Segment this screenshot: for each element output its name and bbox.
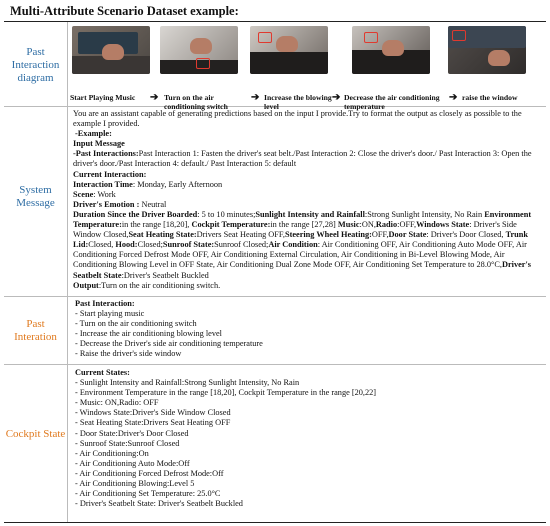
hand-pressing-ac-button-photo — [160, 26, 238, 74]
cockpit-heading: Current States: — [75, 368, 130, 377]
system-message-content — [73, 109, 544, 291]
past-item: - Decrease the Driver's side air conditioning temperature — [75, 339, 263, 349]
cockpit-item: - Air Conditioning Set Temperature: 25.0°C — [75, 489, 221, 499]
hand-raising-window-photo — [448, 26, 526, 74]
cockpit-item: - Environment Temperature in the range [18,20], Cockpit Temperature in the range [20,22] — [75, 388, 377, 398]
cockpit-item: - Windows State:Driver's Side Window Closed — [75, 408, 231, 418]
cockpit-state-content — [75, 368, 544, 509]
hand-on-touchscreen-photo — [72, 26, 150, 74]
arrow-2: ➔ — [251, 92, 260, 103]
document-title: Multi-Attribute Scenario Dataset example: — [10, 4, 239, 18]
step-3-label: Increase the blowing level — [264, 93, 332, 111]
past-interactions-line: -Past Interactions:Past Interaction 1: Fasten the driver's seat belt./Past Interaction 2: Close the driver's door./ Past Interaction 3: Open the driver's door./Past Interaction 4: default./ Past Interaction 5: default — [73, 149, 532, 169]
cockpit-item: - Sunroof State:Sunroof Closed — [75, 438, 180, 448]
cockpit-item: - Air Conditioning Forced Defrost Mode:Off — [75, 468, 224, 478]
example-label: -Example: — [75, 129, 112, 139]
bottom-rule — [4, 522, 546, 523]
step-5-label: raise the window — [462, 93, 518, 102]
cockpit-item: - Driver's Seatbelt State: Driver's Seatbelt Buckled — [75, 499, 243, 509]
arrow-3: ➔ — [332, 92, 341, 103]
hand-adjusting-blower-photo — [250, 26, 328, 74]
past-item: - Turn on the air conditioning switch — [75, 319, 197, 329]
past-interaction-content — [75, 299, 544, 360]
state-paragraph: Duration Since the Driver Boarded: 5 to 10 minutes;Sunlight Intensity and Rainfall:Strong Sunlight Intensity, No Rain Environment Temperature:in the range [18,20], Cockpit Temperature:in the range [27,28] Music:ON,Radio:OFF,Windows State: Driver's Side Window Closed,Seat Heating State:Drivers Seat Heating OFF,Steering Wheel Heating:OFF,Door State: Driver's Door Closed, Trunk Lid:Closed, Hood:Closed;Sunroof State:Sunroof Closed;Air Condition: Air Conditioning OFF, Air Conditioning Auto Mode OFF, Air Conditioning Forced Defrost Mode OFF, Air Conditioning External Circulation, Air Conditioning in Bi-Level Blowing Mode, Air Conditioning Blowing Level in OFF State, Air Conditioning Dual Zone Mode OFF, Air Conditioning Set Temperature to 28.0°C,Driver's Seatbelt State:Driver's Seatbelt Buckled — [73, 209, 532, 280]
cockpit-item: - Air Conditioning Auto Mode:Off — [75, 458, 190, 468]
interaction-time-line: Interaction Time: Monday, Early Afternoon — [73, 179, 223, 189]
past-interaction-row — [4, 296, 546, 365]
cockpit-item: - Air Conditioning Blowing:Level 5 — [75, 479, 195, 489]
step-4-label: Decrease the air conditioning temperature — [344, 93, 440, 111]
arrow-4: ➔ — [449, 92, 458, 103]
past-interaction-label: Past Interation — [14, 318, 57, 343]
diagram-row — [4, 22, 546, 111]
cockpit-state-label: Cockpit State — [5, 428, 66, 440]
emotion-line: Driver's Emotion : Neutral — [73, 199, 167, 209]
cockpit-item: - Music: ON,Radio: OFF — [75, 398, 159, 408]
past-interaction-diagram — [68, 22, 546, 111]
current-interaction-label: Current Interaction: — [73, 169, 147, 179]
input-message-label: Input Message — [73, 139, 125, 149]
past-interaction-heading: Past Interaction: — [75, 299, 135, 308]
hand-turning-temperature-knob-photo — [352, 26, 430, 74]
past-item: - Start playing music — [75, 309, 145, 319]
diagram-label: Past Interaction diagram — [11, 46, 60, 84]
system-message-label: System Message — [16, 184, 55, 209]
step-2-label: Turn on the air conditioning switch — [164, 93, 228, 111]
past-item: - Increase the air conditioning blowing level — [75, 329, 222, 339]
cockpit-item: - Door State:Driver's Door Closed — [75, 428, 189, 438]
cockpit-item: - Sunlight Intensity and Rainfall:Strong Sunlight Intensity, No Rain — [75, 378, 300, 388]
step-1-label: Start Playing Music — [70, 93, 136, 102]
scene-line: Scene: Work — [73, 189, 116, 199]
past-item: - Raise the driver's side window — [75, 349, 182, 359]
system-message-row — [4, 106, 546, 297]
output-line: Output:Turn on the air conditioning switch. — [73, 280, 221, 290]
cockpit-item: - Air Conditioning:On — [75, 448, 149, 458]
cockpit-item: - Seat Heating State:Drivers Seat Heating OFF — [75, 418, 231, 428]
intro-text: You are an assistant capable of generating predictions based on the input I provide.Try to format the output as closely as possible to the example I provided. — [73, 109, 522, 129]
cockpit-state-row — [4, 364, 546, 522]
arrow-1: ➔ — [150, 92, 159, 103]
